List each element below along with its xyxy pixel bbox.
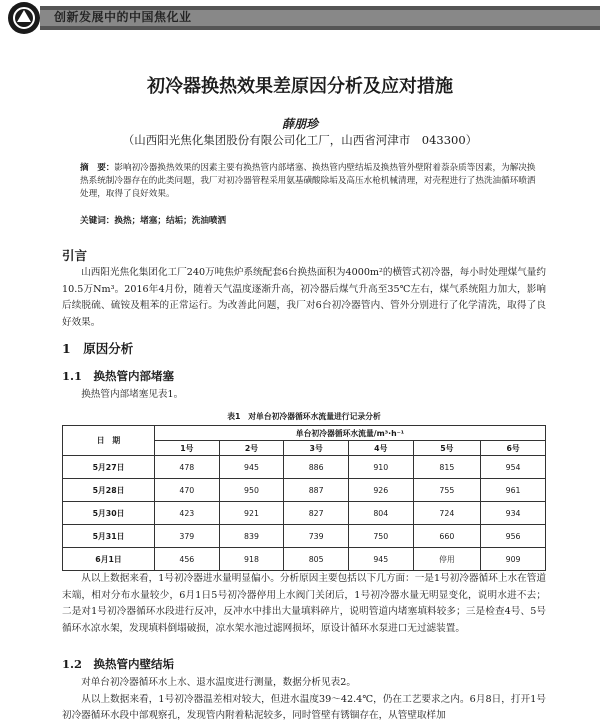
table-cell-date: 5月30日 bbox=[63, 502, 155, 525]
heading-section-1: 1 原因分析 bbox=[62, 341, 134, 356]
table-col-header: 1号 bbox=[155, 441, 220, 456]
table-cell: 945 bbox=[219, 456, 284, 479]
table-cell: 478 bbox=[155, 456, 220, 479]
table-cell: 956 bbox=[481, 525, 546, 548]
table-cell: 379 bbox=[155, 525, 220, 548]
table-cell: 887 bbox=[284, 479, 349, 502]
heading-section-1-2: 1.2 换热管内壁结垢 bbox=[62, 657, 175, 671]
abstract-label: 摘 要： bbox=[80, 163, 115, 173]
table-cell: 停用 bbox=[413, 548, 481, 571]
table-header-group: 单台初冷器循环水流量/m³·h⁻¹ bbox=[155, 426, 546, 441]
section-1-2-paragraph bbox=[62, 675, 546, 725]
analysis-paragraph bbox=[62, 571, 546, 637]
banner-stripe-bottom bbox=[40, 26, 600, 30]
analysis-text: 从以上数据来看，1号初冷器进水量明显偏小。分析原因主要包括以下几方面：一是1号初冷器循环上水在管道末端，相对分布水量较少，6月1日5号初冷器停用上水阀门关闭后，1号初冷器水量无明显变化，说明水进不去；二是对1号初冷器循环水段进行反冲，反冲水中排出大量填料碎片，说明管道内堵塞填料较多；三是检查4号、5号循环水凉水架，发现填料倒塌破损，凉水架水池过滤网损坏，原设计循环水泵进口无过滤装置。 bbox=[62, 573, 546, 634]
table-cell: 839 bbox=[219, 525, 284, 548]
table-1-caption: 表1 对单台初冷器循环水流量进行记录分析 bbox=[227, 412, 381, 421]
table-cell-date: 5月28日 bbox=[63, 479, 155, 502]
table-col-header: 3号 bbox=[284, 441, 349, 456]
table-cell-date: 5月31日 bbox=[63, 525, 155, 548]
table-col-header: 6号 bbox=[481, 441, 546, 456]
table-cell: 827 bbox=[284, 502, 349, 525]
intro-paragraph bbox=[62, 265, 546, 331]
paper-title: 初冷器换热效果差原因分析及应对措施 bbox=[147, 76, 453, 97]
table-col-header: 2号 bbox=[219, 441, 284, 456]
table-cell-date: 5月27日 bbox=[63, 456, 155, 479]
section-1-1-text: 换热管内部堵塞见表1。 bbox=[81, 389, 184, 400]
table-row bbox=[63, 479, 546, 502]
section-1-2-text: 对单台初冷器循环水上水、退水温度进行测量，数据分析见表2。 bbox=[81, 677, 356, 688]
table-cell: 470 bbox=[155, 479, 220, 502]
section-1-2-text-2: 从以上数据来看，1号初冷器温差相对较大，但进水温度39～42.4℃，仍在工艺要求之内。6月8日，打开1号初冷器循环水段中部观察孔，发现管内附着粘泥较多，同时管壁有锈锢存在，从管壁取样加 bbox=[62, 693, 546, 721]
table-cell: 815 bbox=[413, 456, 481, 479]
table-cell: 724 bbox=[413, 502, 481, 525]
table-cell: 804 bbox=[348, 502, 413, 525]
abstract-text: 影响初冷器换热效果的因素主要有换热管内部堵塞、换热管内壁结垢及换热管外壁附着萘杂质等因素，为解决换热系统制冷器存在的此类问题，我厂对初冷器管程采用氨基磺酸除垢及高压水枪机械清理，对壳程进行了热洗油循环喷洒处理，取得了良好效果。 bbox=[80, 163, 536, 199]
table-col-header: 4号 bbox=[348, 441, 413, 456]
section-1-1-paragraph bbox=[62, 387, 546, 404]
intro-text: 山西阳光焦化集团化工厂240万吨焦炉系统配套6台换热面积为4000m²的横管式初冷器，每小时处理煤气量约10.5万Nm³。2016年4月份，随着天气温度逐渐升高，初冷器后煤气升高至35℃左右，煤气系统阻力加大，影响后续脱硫、硫铵及粗苯的正常运行。为改善此问题，我厂对6台初冷器管内、管外分别进行了化学清洗，取得了良好效果。 bbox=[62, 267, 546, 328]
abstract bbox=[80, 162, 540, 201]
table-header-date: 日 期 bbox=[63, 426, 155, 456]
table-row bbox=[63, 502, 546, 525]
table-1 bbox=[62, 425, 546, 571]
table-cell: 945 bbox=[348, 548, 413, 571]
table-row bbox=[63, 548, 546, 571]
table-cell: 950 bbox=[219, 479, 284, 502]
table-row bbox=[63, 525, 546, 548]
heading-intro: 引言 bbox=[62, 248, 88, 263]
table-cell: 910 bbox=[348, 456, 413, 479]
table-cell: 886 bbox=[284, 456, 349, 479]
table-cell: 423 bbox=[155, 502, 220, 525]
heading-section-1-1: 1.1 换热管内部堵塞 bbox=[62, 369, 175, 383]
keywords: 关键词：换热；堵塞；结垢；洗油喷洒 bbox=[80, 216, 227, 226]
table-cell: 755 bbox=[413, 479, 481, 502]
table-cell: 750 bbox=[348, 525, 413, 548]
table-cell: 934 bbox=[481, 502, 546, 525]
table-cell: 909 bbox=[481, 548, 546, 571]
author-affiliation: （山西阳光焦化集团股份有限公司化工厂，山西省河津市 043300） bbox=[122, 133, 478, 147]
header-banner-text: 创新发展中的中国焦化业 bbox=[54, 10, 192, 24]
table-cell: 739 bbox=[284, 525, 349, 548]
table-cell: 921 bbox=[219, 502, 284, 525]
table-cell: 918 bbox=[219, 548, 284, 571]
table-cell: 926 bbox=[348, 479, 413, 502]
table-cell: 954 bbox=[481, 456, 546, 479]
table-row bbox=[63, 456, 546, 479]
table-cell: 961 bbox=[481, 479, 546, 502]
table-cell: 660 bbox=[413, 525, 481, 548]
table-cell: 805 bbox=[284, 548, 349, 571]
table-cell-date: 6月1日 bbox=[63, 548, 155, 571]
author-name: 薛朋珍 bbox=[281, 117, 318, 131]
table-col-header: 5号 bbox=[413, 441, 481, 456]
table-cell: 456 bbox=[155, 548, 220, 571]
